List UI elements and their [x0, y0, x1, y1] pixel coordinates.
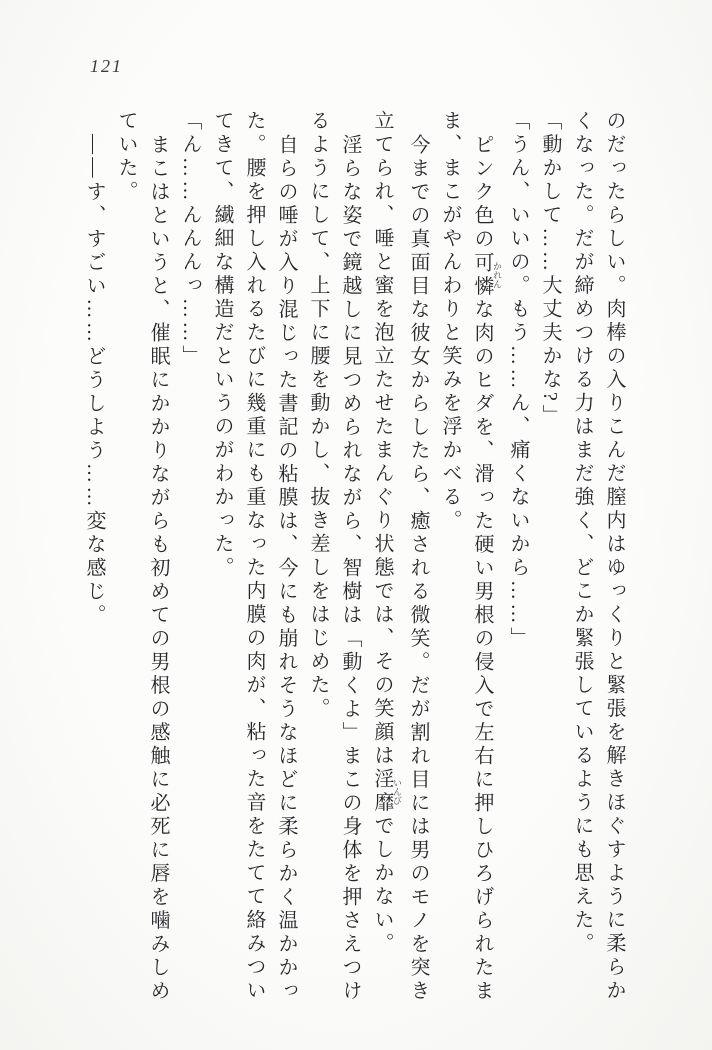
text-column: 自らの唾が入り混じった書記の粘膜は、今にも崩れそうなほどに柔らかく温かかっ [275, 134, 297, 1004]
text-segment: でしかない。 [371, 815, 393, 956]
text-column: てきて、繊細な構造だというのがわかった。 [211, 110, 233, 580]
text-column [366, 110, 402, 1016]
ruby-base: 淫靡 [371, 768, 393, 815]
text-column: ていた。 [115, 110, 137, 204]
text-column-dialogue: 「動かして……大丈夫かな?」 [539, 110, 561, 428]
text-column: くなった。だが締めつける力はまだ強く、どこか緊張しているようにも思えた。 [571, 110, 593, 956]
vertical-text-block [78, 110, 630, 1016]
text-column-dialogue: 「ん……んんんっ……」 [179, 110, 201, 369]
text-column: るようにして、上下に腰を動かし、抜き差しをはじめた。 [307, 110, 329, 721]
text-column-dialogue: 「うん、いいの。もう……ん、痛くないから……」 [507, 110, 529, 651]
ruby-annotation [371, 768, 402, 815]
ruby-furigana: かれん [492, 251, 502, 299]
text-column: ま、まこがやんわりと笑みを浮かべる。 [439, 110, 461, 533]
text-column: まこはというと、催眠にかかりながらも初めての男根の感触に必死に唇を噛みしめ [147, 134, 169, 1004]
text-segment: 立てられ、唾と蜜を泡立たせたまんぐり状態では、その笑顔は [371, 110, 393, 768]
text-column: た。腰を押し入れるたびに幾重にも重なった内膜の肉が、粘った音をたてて絡みつい [243, 110, 265, 1003]
text-column: 淫らな姿で鏡越しに見つめられながら、智樹は「動くよ」まこの身体を押さえつけ [339, 134, 361, 1004]
ruby-annotation [471, 251, 502, 299]
text-column-inner-monologue: ――す、すごい……どうしよう……変な感じ。 [83, 134, 105, 628]
page-number: 121 [90, 56, 123, 76]
text-segment: ピンク色の [471, 134, 493, 252]
ruby-base: 可憐 [471, 251, 493, 299]
ruby-furigana: いんび [392, 768, 402, 815]
text-column [466, 110, 502, 1016]
text-column: のだったらしい。肉棒の入りこんだ膣内はゆっくりと緊張を解きほぐすように柔らか [603, 110, 625, 1003]
text-segment: な肉のヒダを、滑った硬い男根の侵入で左右に押しひろげられたま [471, 298, 493, 1004]
text-column: 今までの真面目な彼女からしたら、癒される微笑。だが割れ目には男のモノを突き [407, 134, 429, 1004]
